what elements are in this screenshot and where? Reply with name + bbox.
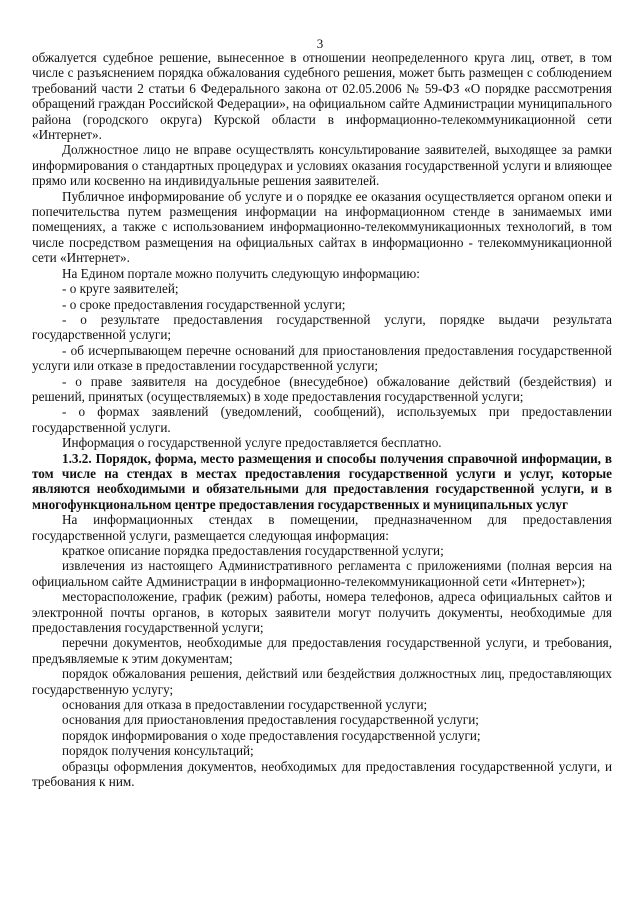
stand-item-10: образцы оформления документов, необходимых для предоставления государственной услуги, и требования к ним. — [32, 758, 612, 790]
page-number: 3 — [316, 36, 324, 51]
list-item-6: - о формах заявлений (уведомлений, сообщений), используемых при предоставлении государственной услуги. — [32, 404, 612, 435]
stand-item-4: перечни документов, необходимые для предоставления государственной услуги, и требования, предъявляемые к этим документам; — [32, 635, 612, 666]
list-item-3: - о результате предоставления государственной услуги, порядке выдачи результата государственной услуги; — [32, 311, 612, 343]
stand-item-2: извлечения из настоящего Административного регламента с приложениями (полная версия на официальном сайте Администрации в информационно-телекоммуникационной сети «Интернет»); — [32, 558, 612, 589]
stand-item-3: месторасположение, график (режим) работы, номера телефонов, адреса официальных сайтов и электронной почты органов, в которых заявители могут получить документы, необходимые для предоставления государственной услуги; — [32, 589, 612, 636]
stand-item-8: порядок информирования о ходе предоставления государственной услуги; — [62, 727, 481, 743]
document-body — [32, 50, 612, 790]
paragraph-5: Информация о государственной услуге предоставляется бесплатно. — [62, 435, 442, 451]
list-item-1: - о круге заявителей; — [62, 281, 179, 297]
paragraph-3: Публичное информирование об услуге и о порядке ее оказания осуществляется органом опеки и попечительства путем размещения информации на информационном стенде в занимаемых ими помещениях, а также с использованием информационно-телекоммуникационных технологий, в том числе посредством размещения на официальных сайтах в информационно - телекоммуникационной сети «Интернет». — [32, 188, 612, 266]
paragraph-2: Должностное лицо не вправе осуществлять консультирование заявителей, выходящее за рамки информирования о стандартных процедурах и условиях оказания государственной услуги и влияющее прямо или косвенно на индивидуальные решения заявителей. — [32, 142, 612, 189]
stand-item-7: основания для приостановления предоставления государственной услуги; — [62, 712, 479, 728]
stand-item-9: порядок получения консультаций; — [62, 743, 254, 759]
list-item-5: - о праве заявителя на досудебное (внесудебное) обжалование действий (бездействия) и решений, принятых (осуществляемых) в ходе предоставления государственной услуги; — [32, 373, 612, 404]
list-item-2: - о сроке предоставления государственной услуги; — [62, 296, 346, 312]
stand-item-1: краткое описание порядка предоставления государственной услуги; — [62, 543, 444, 558]
stand-item-5: порядок обжалования решения, действий или бездействия должностных лиц, предоставляющих государственную услугу; — [32, 666, 612, 697]
stand-item-6: основания для отказа в предоставлении государственной услуги; — [62, 697, 428, 713]
paragraph-4: На Едином портале можно получить следующую информацию: — [62, 265, 420, 281]
paragraph-1: обжалуется судебное решение, вынесенное в отношении неопределенного круга лиц, ответ, в том числе с разъяснением порядка обжалования судебного решения, может быть размещен с соблюдением требований части 2 статьи 6 Федерального закона от 02.05.2006 № 59-ФЗ «О порядке рассмотрения обращений граждан Российской Федерации», на официальном сайте Администрации муниципального района (городского округа) Курской области в информационно-телекоммуникационной сети «Интернет». — [32, 50, 612, 143]
section-heading: 1.3.2. Порядок, форма, место размещения и способы получения справочной информации, в том числе на стендах в местах предоставления государственной услуги и услуг, которые являются необходимыми и обязательными для предоставления государственной услуги, и в многофункциональном центре предоставления государственных и муниципальных услуг — [32, 450, 612, 512]
list-item-4: - об исчерпывающем перечне оснований для приостановления предоставления государственной услуги или отказе в предоставлении государственной услуги; — [32, 342, 612, 374]
paragraph-6: На информационных стендах в помещении, предназначенном для предоставления государственной услуги, размещается следующая информация: — [32, 512, 612, 543]
